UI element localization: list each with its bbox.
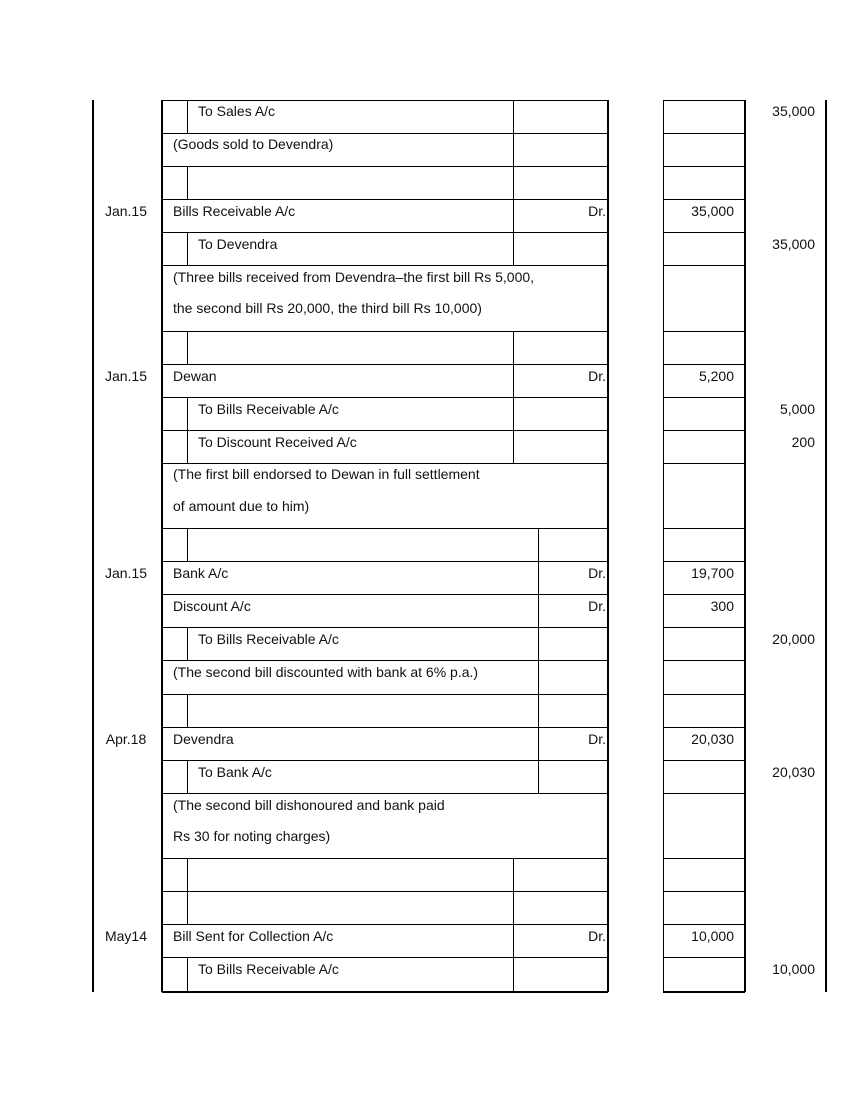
indent-divider <box>187 694 188 727</box>
dr-label: Dr. <box>588 565 606 581</box>
indent-divider <box>187 528 188 561</box>
row-line <box>162 133 608 134</box>
row-line <box>663 991 745 993</box>
entry-date: Apr.18 <box>105 731 147 747</box>
particulars-debit-line: Dewan <box>173 368 217 384</box>
narration: (The second bill discounted with bank at 6% p.a.) <box>173 664 479 680</box>
row-line <box>162 660 608 661</box>
indent-divider <box>187 760 188 793</box>
narration: the second bill Rs 20,000, the third bill Rs 10,000) <box>173 300 482 316</box>
particulars-credit-line: To Sales A/c <box>198 103 276 119</box>
row-line <box>663 232 745 233</box>
row-line <box>162 100 608 101</box>
dr-label: Dr. <box>588 598 606 614</box>
row-line <box>162 561 608 562</box>
row-line <box>162 793 608 794</box>
narration: (The second bill dishonoured and bank paid <box>173 797 445 813</box>
row-line <box>162 891 608 892</box>
row-line <box>663 199 745 200</box>
row-line <box>162 397 608 398</box>
row-line <box>162 199 608 200</box>
row-line <box>663 793 745 794</box>
dr-label: Dr. <box>588 203 606 219</box>
particulars-debit-line: Devendra <box>173 731 234 747</box>
debit-amount: 35,000 <box>691 203 734 219</box>
particulars-debit-line: Bank A/c <box>173 565 229 581</box>
debit-amount: 19,700 <box>691 565 734 581</box>
indent-divider <box>187 627 188 660</box>
row-line <box>663 627 745 628</box>
credit-amount: 35,000 <box>772 236 815 252</box>
credit-amount: 5,000 <box>779 401 815 417</box>
row-line <box>663 694 745 695</box>
particulars-credit-line: To Devendra <box>198 236 278 252</box>
row-line <box>663 760 745 761</box>
narration: (The first bill endorsed to Dewan in full settlement <box>173 466 480 482</box>
indent-divider <box>187 331 188 364</box>
credit-amount: 35,000 <box>772 103 815 119</box>
particulars-credit-line: To Bills Receivable A/c <box>198 961 339 977</box>
particulars-credit-line: To Bills Receivable A/c <box>198 631 339 647</box>
credit-amount: 200 <box>791 434 815 450</box>
row-line <box>663 594 745 595</box>
entry-date: Jan.15 <box>104 368 148 384</box>
row-line <box>162 265 608 266</box>
particulars-debit-line: Bills Receivable A/c <box>173 203 296 219</box>
entry-date: Jan.15 <box>104 203 148 219</box>
row-line <box>663 166 745 167</box>
row-line <box>162 364 608 365</box>
narration: (Three bills received from Devendra–the first bill Rs 5,000, <box>173 269 535 285</box>
row-line <box>162 627 608 628</box>
row-line <box>162 463 608 464</box>
debit-amount: 20,030 <box>691 731 734 747</box>
particulars-credit-line: To Discount Received A/c <box>198 434 357 450</box>
indent-divider <box>187 232 188 265</box>
row-line <box>663 265 745 266</box>
row-line <box>663 561 745 562</box>
row-line <box>663 331 745 332</box>
row-line <box>162 727 608 728</box>
row-line <box>663 364 745 365</box>
lf-divider <box>513 166 514 265</box>
right-page-border <box>825 100 827 992</box>
row-line <box>663 924 745 925</box>
debit-amount: 300 <box>710 598 734 614</box>
particulars-debit-line: Bill Sent for Collection A/c <box>173 928 334 944</box>
row-line <box>162 594 608 595</box>
row-line <box>162 858 608 859</box>
narration: Rs 30 for noting charges) <box>173 828 331 844</box>
row-line <box>663 727 745 728</box>
row-line <box>162 991 608 993</box>
row-line <box>162 760 608 761</box>
credit-amount: 10,000 <box>772 961 815 977</box>
narration: of amount due to him) <box>173 498 310 514</box>
particulars-credit-line: To Bills Receivable A/c <box>198 401 339 417</box>
row-line <box>663 463 745 464</box>
row-line <box>162 331 608 332</box>
dr-label: Dr. <box>588 368 606 384</box>
entry-date: Jan.15 <box>104 565 148 581</box>
narration: (Goods sold to Devendra) <box>173 136 334 152</box>
row-line <box>663 891 745 892</box>
row-line <box>162 166 608 167</box>
row-line <box>663 528 745 529</box>
row-line <box>162 957 608 958</box>
credit-amount: 20,030 <box>772 764 815 780</box>
particulars-credit-line: To Bank A/c <box>198 764 272 780</box>
row-line <box>663 430 745 431</box>
debit-amount: 10,000 <box>691 928 734 944</box>
row-line <box>663 397 745 398</box>
row-line <box>162 924 608 925</box>
row-line <box>162 694 608 695</box>
indent-divider <box>187 100 188 133</box>
row-line <box>162 232 608 233</box>
row-line <box>663 660 745 661</box>
credit-amount: 20,000 <box>772 631 815 647</box>
row-line <box>663 957 745 958</box>
dr-label: Dr. <box>588 731 606 747</box>
left-page-border <box>92 100 94 992</box>
entry-date: May14 <box>104 928 148 944</box>
row-line <box>663 100 745 101</box>
row-line <box>162 430 608 431</box>
row-line <box>663 133 745 134</box>
indent-divider <box>187 957 188 992</box>
debit-amount: 5,200 <box>698 368 734 384</box>
indent-divider <box>187 166 188 199</box>
lf-divider <box>513 858 514 992</box>
row-line <box>663 858 745 859</box>
particulars-debit-line: Discount A/c <box>173 598 251 614</box>
row-line <box>162 528 608 529</box>
dr-label: Dr. <box>588 928 606 944</box>
